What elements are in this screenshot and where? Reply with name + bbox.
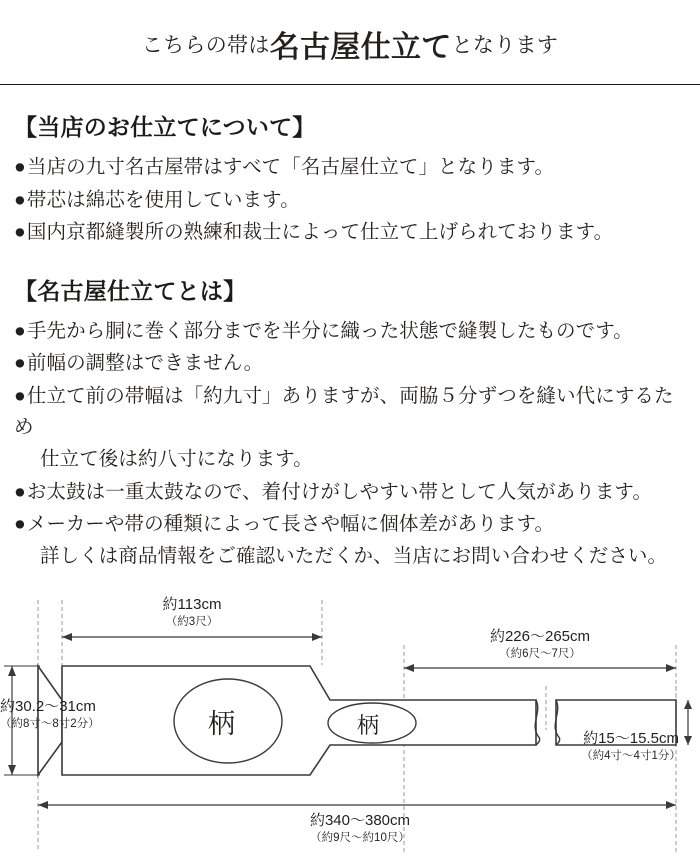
- measure-value: 約30.2〜31cm: [0, 698, 96, 716]
- measure-value: 約340〜380cm: [309, 812, 411, 830]
- bullet-mark: ●: [14, 222, 26, 244]
- list-item: [14, 316, 686, 348]
- bullet-mark: ●: [14, 320, 26, 342]
- bullet-mark: ●: [14, 189, 26, 211]
- measure-left-width: [0, 698, 118, 731]
- measure-value: 約15〜15.5cm: [583, 730, 679, 748]
- measure-value: 約113cm: [162, 596, 222, 614]
- section-what-is-nagoya: [14, 273, 686, 573]
- header-title: [0, 22, 700, 66]
- list-item-text: 仕立て前の帯幅は「約九寸」ありますが、両脇５分ずつを縫い代にするため: [14, 385, 674, 439]
- measure-total-length: [280, 812, 440, 845]
- dimension-right-length: [404, 664, 676, 672]
- list-item-text: 手先から胴に巻く部分までを半分に織った状態で縫製したものです。: [26, 320, 633, 342]
- measure-sub: （約6尺〜7尺）: [499, 648, 581, 661]
- section-title: 【当店のお仕立てについて】: [14, 115, 316, 140]
- list-item: [14, 217, 686, 249]
- measure-right-length: [430, 628, 650, 661]
- list-item: [14, 152, 686, 184]
- obi-dimension-diagram: [0, 590, 700, 860]
- list-item-text: 前幅の調整はできません。: [26, 353, 264, 375]
- list-item: [14, 381, 686, 476]
- bullet-mark: ●: [14, 385, 26, 407]
- measure-sub: （約9尺〜約10尺）: [310, 832, 410, 845]
- header-suffix: となります: [451, 33, 559, 57]
- bullet-mark: ●: [14, 157, 26, 178]
- content-area: [0, 109, 700, 572]
- pattern-label-large: 柄: [208, 709, 235, 740]
- list-item-continuation: 詳しくは商品情報をご確認いただくか、当店にお問い合わせください。: [40, 545, 668, 567]
- page-header: [0, 0, 700, 85]
- measure-sub: （約4寸〜4寸1分）: [581, 750, 681, 763]
- list-item-text: お太鼓は一重太鼓なので、着付けがしやすい帯として人気があります。: [26, 481, 653, 503]
- bullet-mark: ●: [14, 353, 26, 375]
- bullet-mark: ●: [14, 514, 26, 536]
- list-item-text: 当店の九寸名古屋帯はすべて「名古屋仕立て」となります。: [26, 157, 555, 178]
- dimension-top-length: [62, 633, 322, 641]
- obi-body-shape: [62, 666, 536, 775]
- header-prefix: こちらの帯は: [141, 33, 270, 57]
- measure-sub: （約3尺）: [165, 616, 219, 629]
- section-about-tailoring: [14, 109, 686, 249]
- list-item-continuation: 仕立て後は約八寸になります。: [40, 449, 313, 471]
- dimension-total-length: [38, 801, 676, 809]
- list-item-text: 国内京都縫製所の熟練和裁士によって仕立て上げられております。: [26, 222, 614, 244]
- list-item: [14, 185, 686, 217]
- list-item-text: メーカーや帯の種類によって長さや幅に個体差があります。: [26, 514, 555, 536]
- header-emphasis: 名古屋仕立て: [269, 31, 452, 64]
- measure-sub: （約8寸〜8寸2分）: [0, 718, 100, 731]
- list-item: [14, 477, 686, 509]
- pattern-label-small: 柄: [357, 713, 380, 739]
- bullet-list: [14, 152, 686, 249]
- list-item: [14, 509, 686, 572]
- bullet-mark: ●: [14, 481, 26, 503]
- section-title: 【名古屋仕立てとは】: [14, 278, 247, 304]
- measure-right-width: [566, 730, 696, 763]
- list-item-text: 帯芯は綿芯を使用しています。: [26, 189, 300, 211]
- bullet-list: [14, 316, 686, 573]
- list-item: [14, 348, 686, 380]
- measure-top-length: [132, 596, 252, 629]
- measure-value: 約226〜265cm: [489, 628, 591, 646]
